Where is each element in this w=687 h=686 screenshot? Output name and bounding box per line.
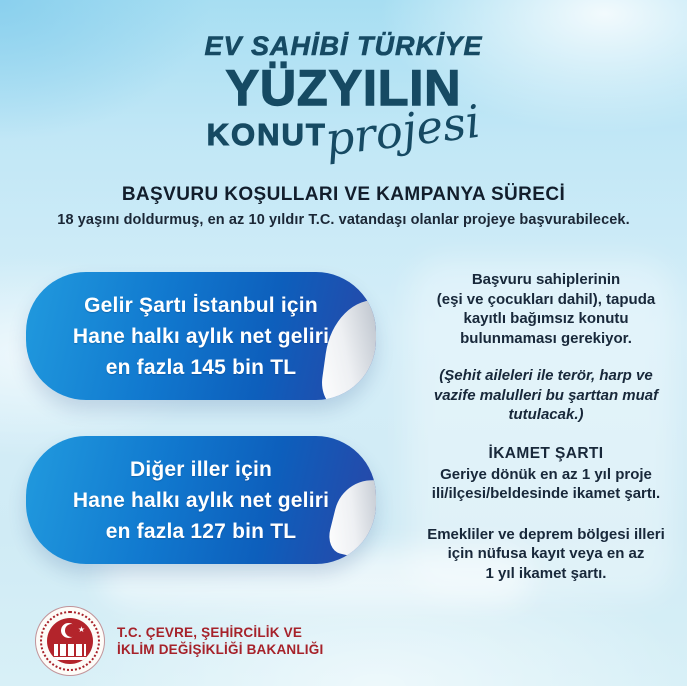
ministry-emblem-icon [36,607,104,675]
title-konut: KONUT [206,117,327,152]
condition-line: (eşi ve çocukları dahil), tapuda [436,290,656,308]
emblem-base-decoration [52,657,88,660]
title-projesi-script: projesi [322,94,483,167]
banner-line: Gelir Şartı İstanbul için [84,293,318,317]
section-description: 18 yaşını doldurmuş, en az 10 yıldır T.C. vatandaşı olanlar projeye başvurabilecek. [57,212,630,228]
conditions-column [415,270,677,583]
ministry-name-line1: T.C. ÇEVRE, ŞEHİRCİLİK VE [117,624,303,640]
income-banner-other-provinces [26,436,376,564]
title-ev-sahibi-turkiye: EV SAHİBİ TÜRKİYE [204,31,483,61]
condition-line: için nüfusa kayıt veya en az [447,545,645,562]
buildings-icon [54,644,86,656]
title-konut-projesi [0,94,687,167]
condition-line: 1 yıl ikamet şartı. [485,564,607,582]
ministry-logo [36,607,323,675]
retiree-condition-text [415,525,677,584]
condition-line: ili/ilçesi/beldesinde ikamet şartı. [431,485,661,502]
condition-line: (Şehit aileleri ile terör, harp ve [439,367,653,384]
ministry-name-line2: İKLİM DEĞİŞİKLİĞİ BAKANLIĞI [117,642,324,657]
banner-line: Diğer iller için [129,457,273,481]
star-icon: ★ [77,625,85,634]
condition-line: Emekliler ve deprem bölgesi illeri [427,525,665,543]
condition-line: bulunmaması gerekiyor. [460,329,632,347]
banner-line: en fazla 145 bin TL [105,355,297,379]
ministry-name [117,624,323,659]
income-banner-istanbul [26,272,376,400]
ownership-condition-text [415,270,677,348]
condition-line: Başvuru sahiplerinin [471,271,621,288]
exemption-note-text [415,366,677,425]
emblem-core [47,618,93,664]
condition-line: kayıtlı bağımsız konutu [463,310,629,327]
condition-line: vazife malulleri bu şarttan muaf [433,386,659,404]
section-heading: BAŞVURU KOŞULLARI VE KAMPANYA SÜRECİ [121,184,566,205]
banner-line: Hane halkı aylık net geliri [72,324,330,348]
title-yuzyilin: YÜZYILIN [225,60,462,116]
crescent-icon [61,623,76,638]
banner-line: en fazla 127 bin TL [105,519,297,543]
condition-line: tutulacak.) [508,406,584,423]
banner-line: Hane halkı aylık net geliri [72,488,330,512]
residence-condition-heading: İKAMET ŞARTI [488,444,604,462]
condition-line: Geriye dönük en az 1 yıl proje [440,465,652,483]
residence-condition-text [415,465,677,504]
